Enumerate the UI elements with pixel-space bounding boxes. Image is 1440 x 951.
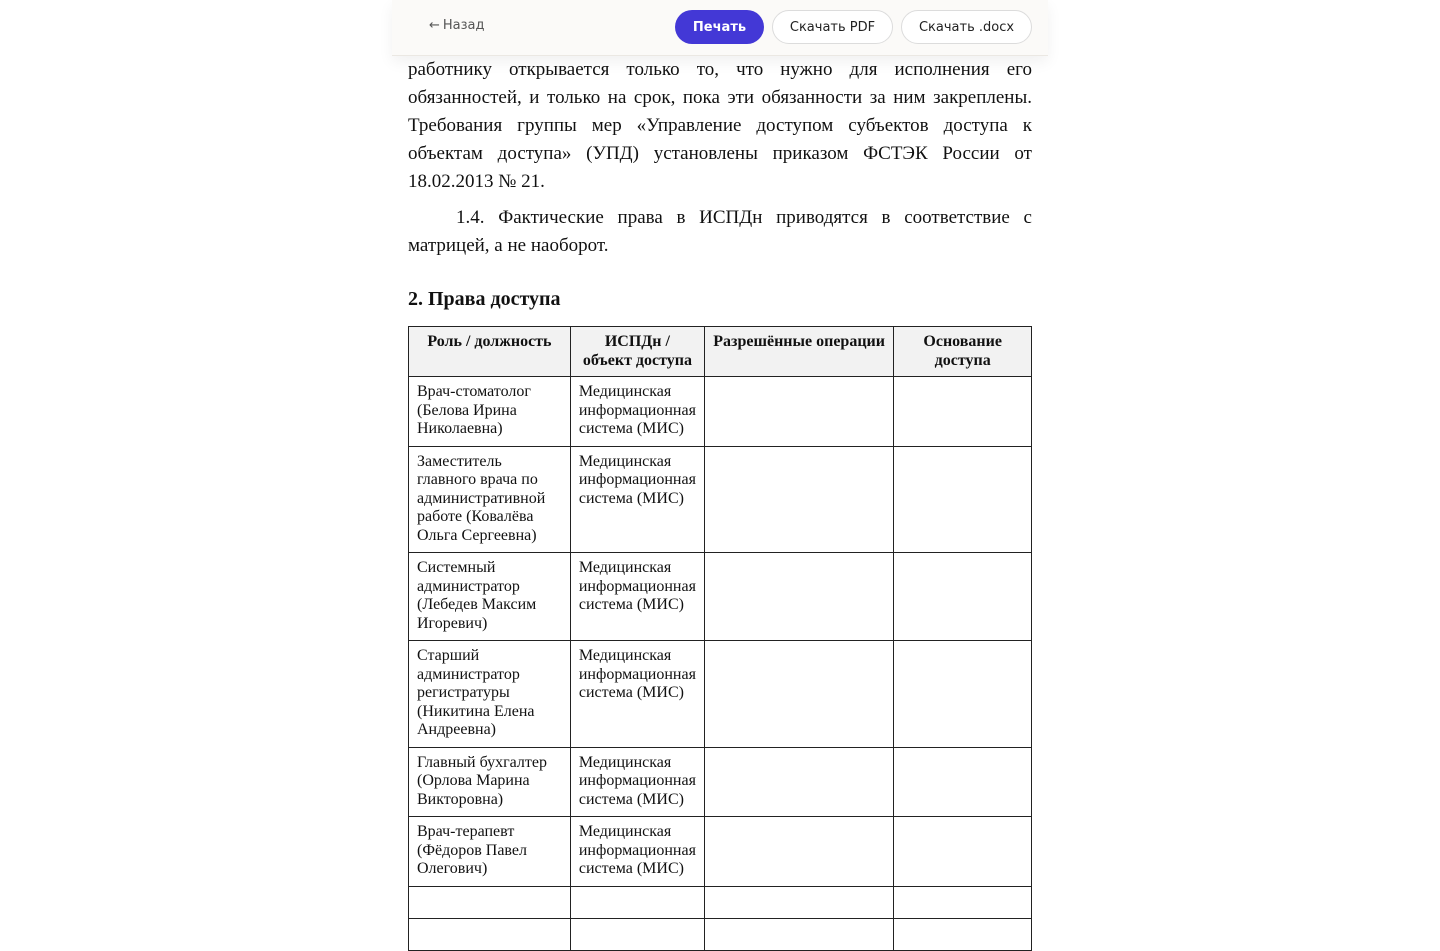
access-rights-table (408, 326, 1032, 951)
cell-basis (894, 747, 1032, 817)
table-row (409, 377, 1032, 447)
back-link[interactable] (429, 18, 485, 33)
cell-object: Медицинская информационная система (МИС) (570, 377, 704, 447)
table-row (409, 817, 1032, 887)
cell-object: Медицинская информационная система (МИС) (570, 446, 704, 553)
intro-paragraph: работнику открывается только то, что нужно для исполнения его обязанностей, и только на срок, пока эти обязанности за ним закреплены. Требования группы мер «Управление доступом субъектов доступа к объектам доступа» (УПД) установлены приказом ФСТЭК России от 18.02.2013 № 21. (408, 59, 1032, 192)
cell-basis (894, 446, 1032, 553)
table-row (409, 553, 1032, 641)
header-object: ИСПДн / объект доступа (570, 327, 704, 377)
cell-operations (704, 641, 893, 748)
table-row (409, 918, 1032, 950)
cell-role (409, 918, 571, 950)
document-toolbar (392, 0, 1048, 56)
cell-basis (894, 918, 1032, 950)
cell-role: Врач-стоматолог (Белова Ирина Николаевна) (409, 377, 571, 447)
cell-basis (894, 553, 1032, 641)
cell-operations (704, 886, 893, 918)
download-docx-button[interactable]: Скачать .docx (901, 10, 1032, 44)
paragraph-1-4: 1.4. Фактические права в ИСПДн приводятся в соответствие с матрицей, а не наоборот. (408, 207, 1032, 256)
section-2-title: 2. Права доступа (408, 288, 561, 310)
cell-role: Старший администратор регистратуры (Никитина Елена Андреевна) (409, 641, 571, 748)
document-body (408, 56, 1032, 951)
cell-operations (704, 918, 893, 950)
cell-operations (704, 446, 893, 553)
cell-operations (704, 817, 893, 887)
download-pdf-button[interactable]: Скачать PDF (772, 10, 893, 44)
header-role: Роль / должность (409, 327, 571, 377)
arrow-left-icon: ← (429, 18, 440, 33)
cell-role: Главный бухгалтер (Орлова Марина Викторовна) (409, 747, 571, 817)
header-operations: Разрешённые операции (704, 327, 893, 377)
cell-basis (894, 886, 1032, 918)
table-row (409, 886, 1032, 918)
back-label: Назад (442, 18, 485, 33)
print-button[interactable]: Печать (675, 10, 764, 44)
cell-role: Системный администратор (Лебедев Максим Игоревич) (409, 553, 571, 641)
cell-object (570, 918, 704, 950)
cell-object (570, 886, 704, 918)
header-basis: Основание доступа (894, 327, 1032, 377)
cell-role: Врач-терапевт (Фёдоров Павел Олегович) (409, 817, 571, 887)
cell-operations (704, 553, 893, 641)
cell-object: Медицинская информационная система (МИС) (570, 553, 704, 641)
cell-operations (704, 377, 893, 447)
cell-role: Заместитель главного врача по административной работе (Ковалёва Ольга Сергеевна) (409, 446, 571, 553)
cell-operations (704, 747, 893, 817)
cell-basis (894, 377, 1032, 447)
cell-basis (894, 817, 1032, 887)
cell-basis (894, 641, 1032, 748)
cell-object: Медицинская информационная система (МИС) (570, 817, 704, 887)
cell-object: Медицинская информационная система (МИС) (570, 641, 704, 748)
table-row (409, 446, 1032, 553)
table-row (409, 747, 1032, 817)
table-header-row (409, 327, 1032, 377)
cell-role (409, 886, 571, 918)
cell-object: Медицинская информационная система (МИС) (570, 747, 704, 817)
table-row (409, 641, 1032, 748)
